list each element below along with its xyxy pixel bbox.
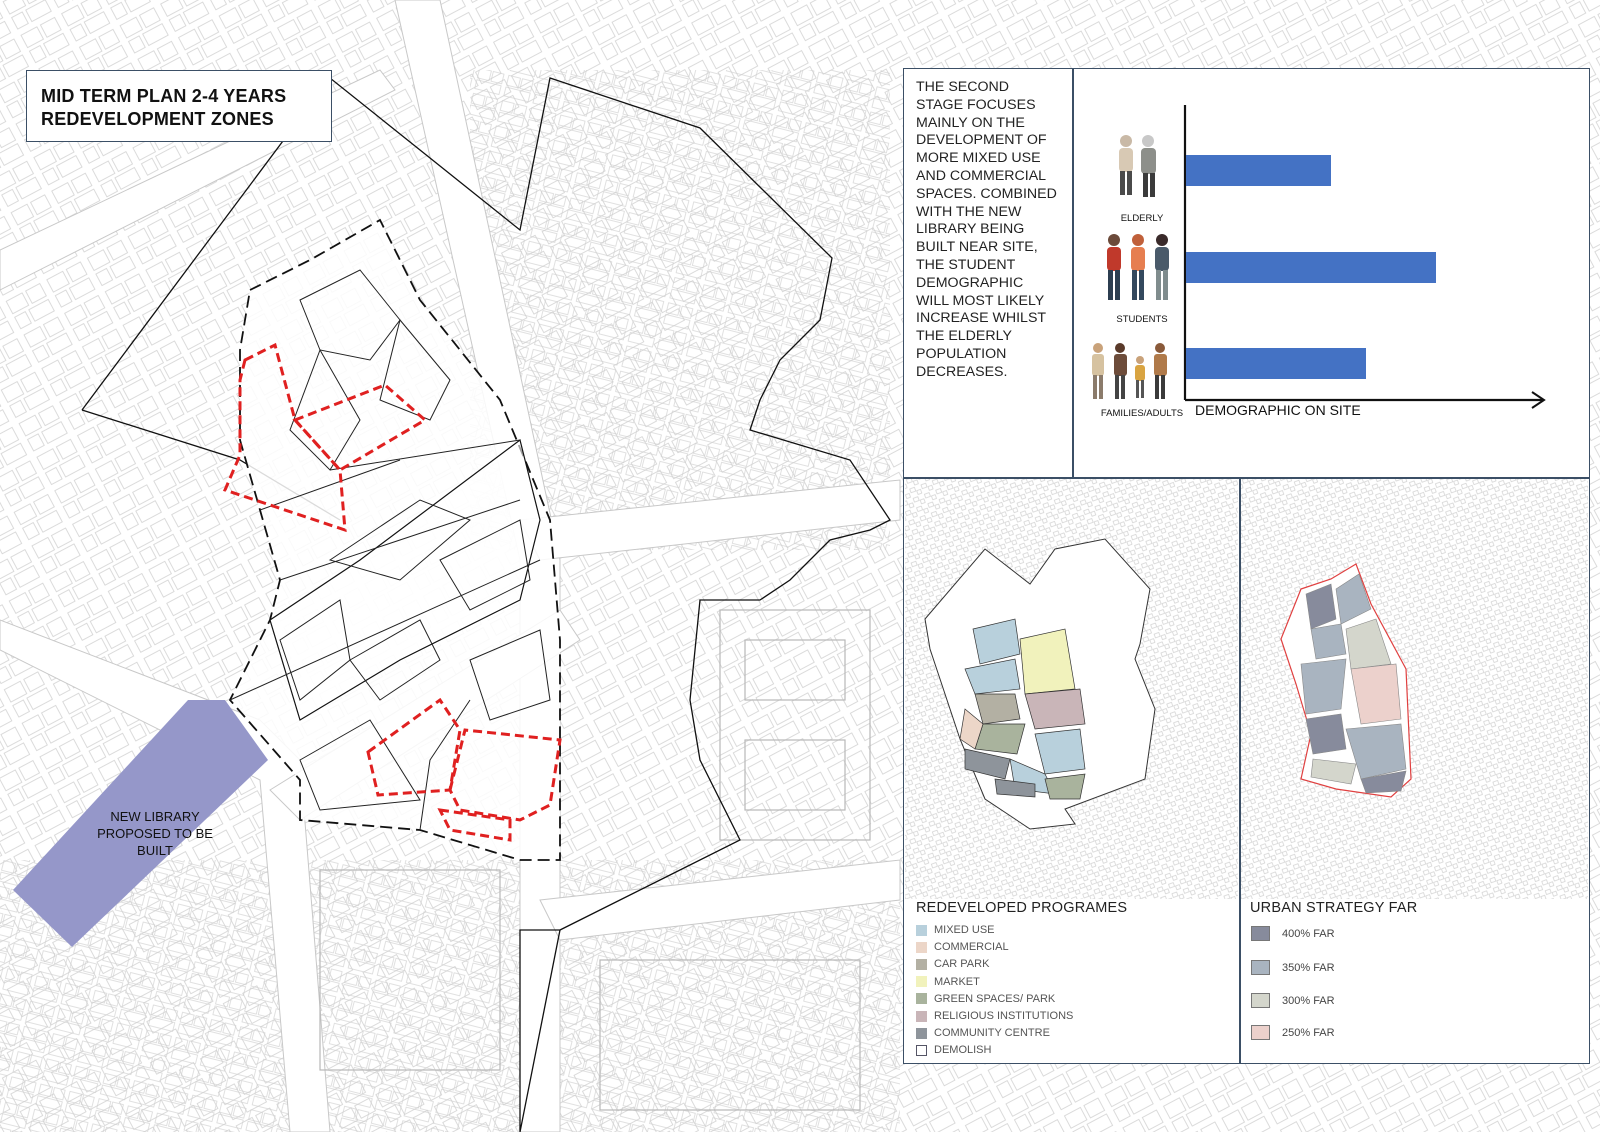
programme-legend-item bbox=[916, 922, 995, 938]
programme-legend-item bbox=[916, 1008, 1073, 1024]
legend-swatch bbox=[1251, 993, 1270, 1008]
description-line: THE STUDENT bbox=[916, 256, 1016, 273]
programme-legend-item bbox=[916, 991, 1055, 1007]
elderly-couple-icon bbox=[1108, 133, 1168, 203]
far-legend-item bbox=[1251, 1025, 1335, 1040]
description-line: WILL MOST LIKELY bbox=[916, 292, 1045, 309]
description-line: AND COMMERCIAL bbox=[916, 167, 1047, 184]
description-line: STAGE FOCUSES bbox=[916, 96, 1036, 113]
plan-title-box bbox=[26, 70, 332, 142]
description-line: THE SECOND bbox=[916, 79, 1010, 95]
programme-legend-item bbox=[916, 1025, 1050, 1041]
legend-label: MIXED USE bbox=[934, 924, 995, 936]
description-line: BUILT NEAR SITE, bbox=[916, 239, 1038, 256]
far-legend-item bbox=[1251, 960, 1335, 975]
legend-swatch bbox=[1251, 926, 1270, 941]
students-group-icon bbox=[1100, 232, 1180, 307]
library-label-line: NEW LIBRARY bbox=[110, 809, 200, 824]
legend-label: 350% FAR bbox=[1282, 961, 1335, 974]
description-line: SPACES. COMBINED bbox=[916, 185, 1057, 202]
legend-swatch bbox=[916, 1045, 927, 1056]
legend-swatch bbox=[1251, 1025, 1270, 1040]
far-map bbox=[1241, 479, 1588, 899]
description-line: LIBRARY BEING bbox=[916, 221, 1025, 238]
programmes-map bbox=[905, 479, 1238, 899]
legend-label: CAR PARK bbox=[934, 958, 990, 971]
far-legend-item bbox=[1251, 993, 1335, 1008]
family-group-icon bbox=[1086, 340, 1178, 405]
description-line: DEVELOPMENT OF bbox=[916, 132, 1047, 149]
chart-bar-families bbox=[1186, 348, 1366, 379]
chart-bar-students bbox=[1186, 252, 1436, 283]
demographic-label-students: STUDENTS bbox=[1116, 314, 1168, 325]
legend-swatch bbox=[916, 1011, 927, 1022]
programmes-legend-title: REDEVELOPED PROGRAMES bbox=[916, 900, 1128, 916]
description-line: MORE MIXED USE bbox=[916, 150, 1041, 167]
legend-swatch bbox=[916, 993, 927, 1004]
legend-label: MARKET bbox=[934, 975, 980, 988]
chart-x-axis-title: DEMOGRAPHIC ON SITE bbox=[1195, 402, 1361, 418]
legend-label: 400% FAR bbox=[1282, 927, 1335, 940]
description-line: MAINLY ON THE bbox=[916, 114, 1025, 131]
legend-swatch bbox=[916, 1028, 927, 1039]
library-label bbox=[80, 808, 230, 859]
description-line: WITH THE NEW bbox=[916, 203, 1022, 220]
strategy-description bbox=[916, 79, 1076, 382]
legend-label: COMMUNITY CENTRE bbox=[934, 1027, 1050, 1040]
legend-swatch bbox=[916, 925, 927, 936]
programme-legend-item bbox=[916, 939, 1009, 955]
legend-label: DEMOLISH bbox=[934, 1044, 992, 1057]
programme-legend-item bbox=[916, 1042, 991, 1058]
demographic-label-families: FAMILIES/ADULTS bbox=[1100, 408, 1184, 419]
description-line: DECREASES. bbox=[916, 363, 1008, 380]
programme-legend-item bbox=[916, 974, 980, 990]
legend-label: 250% FAR bbox=[1282, 1026, 1335, 1039]
description-line: POPULATION bbox=[916, 345, 1007, 362]
legend-label: GREEN SPACES/ PARK bbox=[934, 992, 1056, 1005]
programme-legend-item bbox=[916, 956, 989, 972]
far-legend-item bbox=[1251, 926, 1335, 941]
legend-label: 300% FAR bbox=[1282, 994, 1335, 1007]
description-line: INCREASE WHILST bbox=[916, 310, 1047, 327]
legend-swatch bbox=[916, 942, 927, 953]
legend-label: COMMERCIAL bbox=[934, 941, 1009, 954]
legend-label: RELIGIOUS INSTITUTIONS bbox=[934, 1010, 1074, 1022]
legend-swatch bbox=[916, 976, 927, 987]
library-label-line: PROPOSED TO BE bbox=[97, 826, 213, 841]
library-label-line: BUILT bbox=[137, 843, 173, 858]
description-line: DEMOGRAPHIC bbox=[916, 274, 1024, 291]
legend-swatch bbox=[916, 959, 927, 970]
legend-swatch bbox=[1251, 960, 1270, 975]
chart-bar-elderly bbox=[1186, 155, 1331, 186]
description-line: THE ELDERLY bbox=[916, 328, 1012, 345]
far-legend-title: URBAN STRATEGY FAR bbox=[1250, 900, 1418, 916]
demographic-label-elderly: ELDERLY bbox=[1120, 213, 1164, 224]
plan-title-line-2: REDEVELOPMENT ZONES bbox=[41, 109, 274, 129]
plan-title-line-1: MID TERM PLAN 2-4 YEARS bbox=[41, 86, 287, 106]
